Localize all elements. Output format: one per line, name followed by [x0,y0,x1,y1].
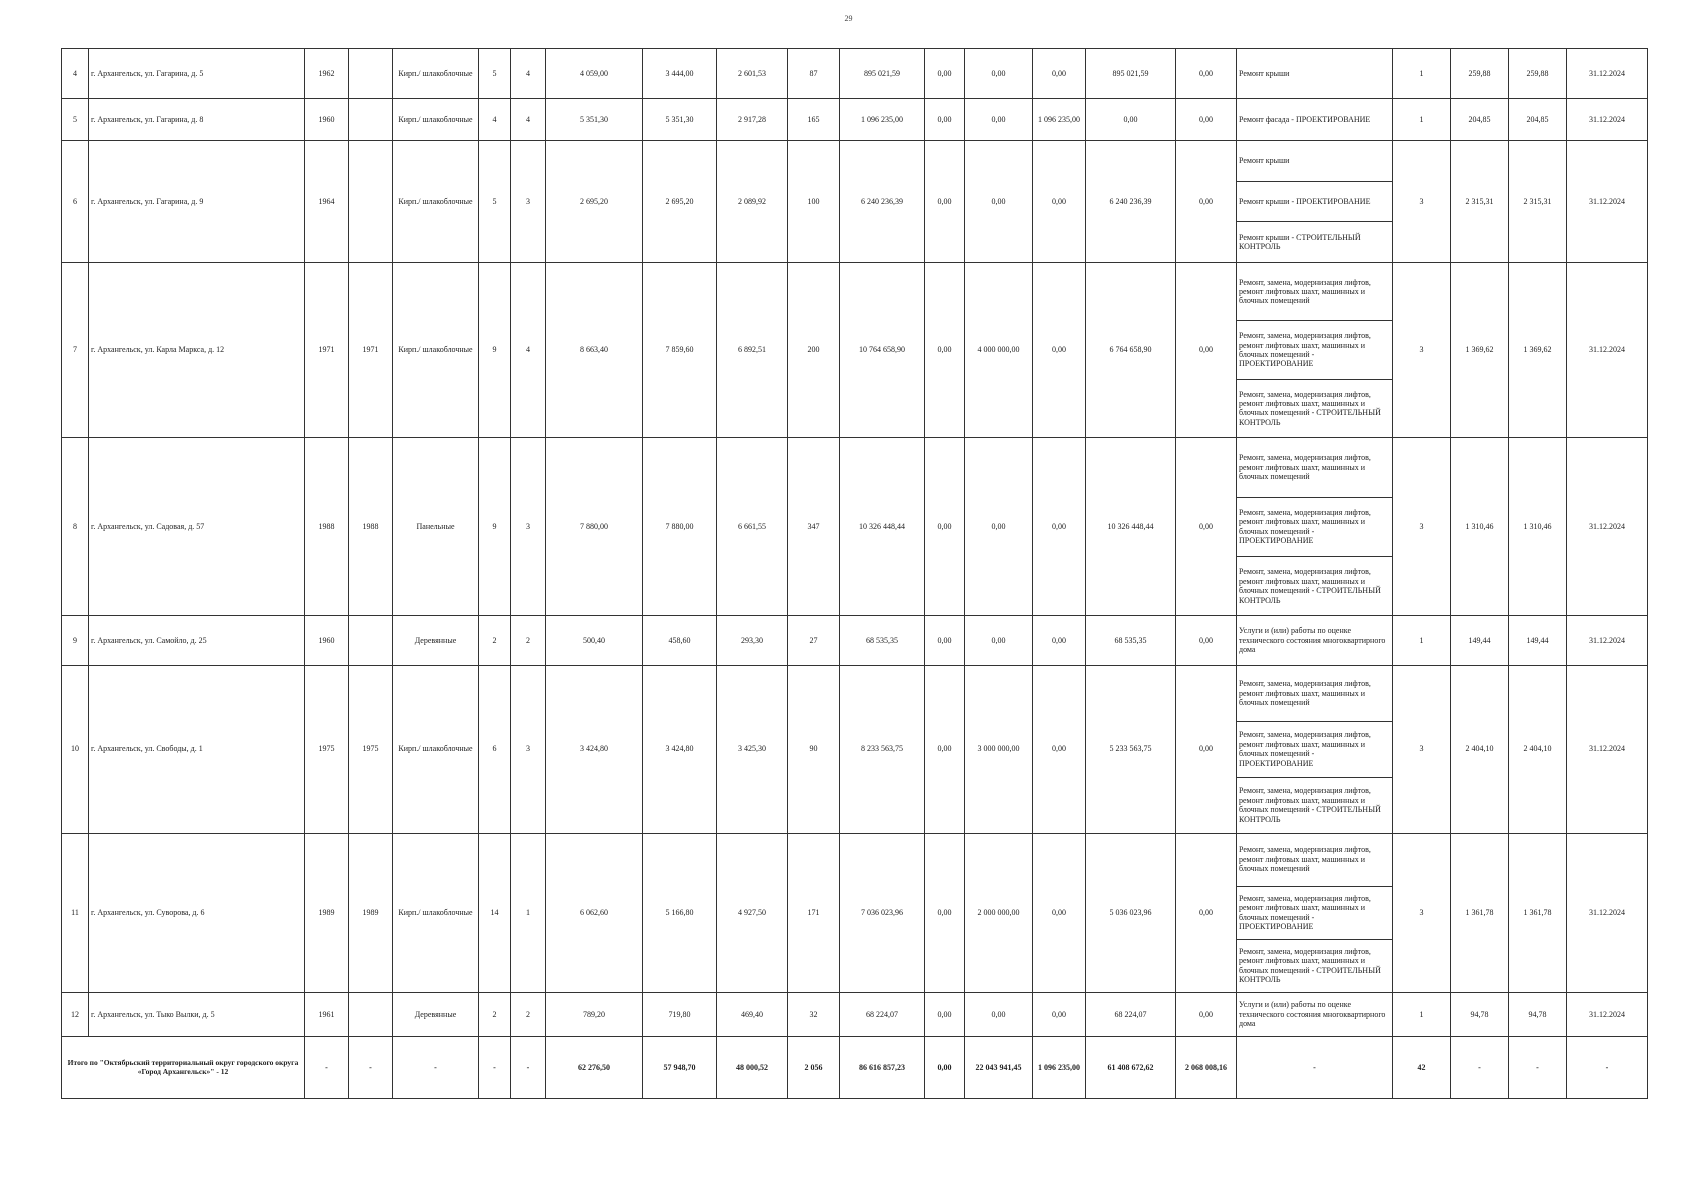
total-row [62,1037,1648,1099]
total-work-count: 42 [1393,1037,1451,1099]
max-specific-cost: 149,44 [1509,616,1567,665]
fund-federal: 0,00 [925,616,965,665]
specific-cost: 2 404,10 [1451,665,1509,833]
fund-other: 0,00 [1176,993,1237,1037]
row-number: 7 [62,262,89,437]
work-type: Ремонт крыши [1239,68,1290,78]
wall-material: Кирп./ шлакоблочные [393,665,479,833]
house-address: г. Архангельск, ул. Садовая, д. 57 [89,438,305,616]
year-built: 1964 [305,141,349,263]
year-built: 1960 [305,616,349,665]
total-repair-cost: 86 616 857,23 [840,1037,925,1099]
floors: 2 [479,616,511,665]
work-count: 3 [1393,833,1451,992]
fund-owners: 68 224,07 [1086,993,1176,1037]
residential-area: 3 425,30 [717,665,788,833]
repair-cost: 895 021,59 [840,49,925,99]
residential-area: 293,30 [717,616,788,665]
max-specific-cost: 204,85 [1509,99,1567,141]
work-type: Ремонт фасада - ПРОЕКТИРОВАНИЕ [1239,115,1371,125]
wall-material: Панельные [393,438,479,616]
row-number: 12 [62,993,89,1037]
fund-regional: 0,00 [965,99,1033,141]
work-types-cell [1237,833,1393,992]
fund-regional: 0,00 [965,616,1033,665]
wall-material: Деревянные [393,993,479,1037]
house-address: г. Архангельск, ул. Свободы, д. 1 [89,665,305,833]
work-type: Ремонт, замена, модернизация лифтов, ремонт лифтовых шахт, машинных и блочных помещений - СТРОИТЕЛЬНЫЙ КОНТРОЛЬ [1237,939,1392,992]
work-type: Услуги и (или) работы по оценке технического состояния многоквартирного дома [1239,1000,1386,1029]
total-fund-municipal: 1 096 235,00 [1033,1037,1086,1099]
work-types-cell [1237,49,1393,99]
fund-federal: 0,00 [925,833,965,992]
fund-regional: 0,00 [965,438,1033,616]
work-type: Ремонт крыши - СТРОИТЕЛЬНЫЙ КОНТРОЛЬ [1237,221,1392,262]
page-number: 29 [844,14,853,23]
max-specific-cost: 1 361,78 [1509,833,1567,992]
year-built: 1988 [305,438,349,616]
work-types-cell [1237,141,1393,263]
year-commissioning [349,993,393,1037]
fund-owners: 895 021,59 [1086,49,1176,99]
premises-area: 3 444,00 [643,49,717,99]
specific-cost: 149,44 [1451,616,1509,665]
fund-federal: 0,00 [925,49,965,99]
residential-area: 469,40 [717,993,788,1037]
max-specific-cost: 259,88 [1509,49,1567,99]
residents-count: 32 [788,993,840,1037]
fund-owners: 6 764 658,90 [1086,262,1176,437]
specific-cost: 1 310,46 [1451,438,1509,616]
fund-municipal: 0,00 [1033,665,1086,833]
year-built: 1971 [305,262,349,437]
completion-date: 31.12.2024 [1567,616,1648,665]
fund-regional: 0,00 [965,993,1033,1037]
row-number: 4 [62,49,89,99]
repair-cost: 10 326 448,44 [840,438,925,616]
total-premises-area: 57 948,70 [643,1037,717,1099]
repair-cost: 68 535,35 [840,616,925,665]
year-built: 1989 [305,833,349,992]
wall-material: Кирп./ шлакоблочные [393,141,479,263]
floors: 4 [479,99,511,141]
year-commissioning [349,616,393,665]
house-address: г. Архангельск, ул. Карла Маркса, д. 12 [89,262,305,437]
work-type: Ремонт, замена, модернизация лифтов, ремонт лифтовых шахт, машинных и блочных помещений - ПРОЕКТИРОВАНИЕ [1237,320,1392,378]
work-types-cell [1237,665,1393,833]
wall-material: Кирп./ шлакоблочные [393,833,479,992]
fund-municipal: 0,00 [1033,49,1086,99]
total-total-area: 62 276,50 [546,1037,643,1099]
work-type: Ремонт, замена, модернизация лифтов, ремонт лифтовых шахт, машинных и блочных помещений - ПРОЕКТИРОВАНИЕ [1237,497,1392,556]
total-area: 4 059,00 [546,49,643,99]
completion-date: 31.12.2024 [1567,49,1648,99]
total-area: 7 880,00 [546,438,643,616]
work-count: 3 [1393,438,1451,616]
fund-owners: 68 535,35 [1086,616,1176,665]
total-fund-regional: 22 043 941,45 [965,1037,1033,1099]
completion-date: 31.12.2024 [1567,141,1648,263]
row-number: 8 [62,438,89,616]
residents-count: 347 [788,438,840,616]
row-number: 5 [62,99,89,141]
residential-area: 4 927,50 [717,833,788,992]
entrances: 3 [511,141,546,263]
total-fund-owners: 61 408 672,62 [1086,1037,1176,1099]
fund-regional: 0,00 [965,49,1033,99]
year-built: 1960 [305,99,349,141]
entrances: 2 [511,616,546,665]
work-type: Ремонт крыши [1239,156,1290,166]
residential-area: 6 661,55 [717,438,788,616]
total-area: 3 424,80 [546,665,643,833]
work-types-cell [1237,438,1393,616]
total-fund-other: 2 068 008,16 [1176,1037,1237,1099]
completion-date: 31.12.2024 [1567,99,1648,141]
fund-other: 0,00 [1176,438,1237,616]
fund-federal: 0,00 [925,438,965,616]
fund-municipal: 0,00 [1033,616,1086,665]
house-address: г. Архангельск, ул. Гагарина, д. 5 [89,49,305,99]
max-specific-cost: 2 404,10 [1509,665,1567,833]
work-type: Ремонт крыши - ПРОЕКТИРОВАНИЕ [1237,181,1392,222]
fund-owners: 5 233 563,75 [1086,665,1176,833]
house-address: г. Архангельск, ул. Гагарина, д. 9 [89,141,305,263]
repair-cost: 7 036 023,96 [840,833,925,992]
total-residents-count: 2 056 [788,1037,840,1099]
table-row [62,262,1648,437]
total-year-commissioning: - [349,1037,393,1099]
floors: 6 [479,665,511,833]
work-types-cell [1237,99,1393,141]
year-commissioning [349,99,393,141]
repair-cost: 6 240 236,39 [840,141,925,263]
total-area: 789,20 [546,993,643,1037]
entrances: 4 [511,262,546,437]
total-floors: - [479,1037,511,1099]
year-commissioning: 1975 [349,665,393,833]
fund-owners: 5 036 023,96 [1086,833,1176,992]
total-residential-area: 48 000,52 [717,1037,788,1099]
fund-municipal: 0,00 [1033,993,1086,1037]
house-address: г. Архангельск, ул. Гагарина, д. 8 [89,99,305,141]
premises-area: 5 351,30 [643,99,717,141]
work-count: 3 [1393,665,1451,833]
fund-federal: 0,00 [925,141,965,263]
table-row [62,665,1648,833]
total-area: 2 695,20 [546,141,643,263]
table-row [62,833,1648,992]
table-row [62,49,1648,99]
residential-area: 2 089,92 [717,141,788,263]
repair-cost: 8 233 563,75 [840,665,925,833]
fund-owners: 10 326 448,44 [1086,438,1176,616]
fund-federal: 0,00 [925,993,965,1037]
work-types-cell [1237,262,1393,437]
fund-federal: 0,00 [925,99,965,141]
residents-count: 100 [788,141,840,263]
total-completion-date: - [1567,1037,1648,1099]
year-built: 1975 [305,665,349,833]
wall-material: Кирп./ шлакоблочные [393,49,479,99]
fund-municipal: 1 096 235,00 [1033,99,1086,141]
fund-municipal: 0,00 [1033,833,1086,992]
completion-date: 31.12.2024 [1567,833,1648,992]
total-area: 5 351,30 [546,99,643,141]
entrances: 4 [511,99,546,141]
floors: 5 [479,141,511,263]
repair-cost: 68 224,07 [840,993,925,1037]
residents-count: 87 [788,49,840,99]
fund-other: 0,00 [1176,833,1237,992]
fund-municipal: 0,00 [1033,141,1086,263]
total-specific-cost: - [1451,1037,1509,1099]
fund-federal: 0,00 [925,262,965,437]
work-count: 1 [1393,99,1451,141]
specific-cost: 94,78 [1451,993,1509,1037]
wall-material: Деревянные [393,616,479,665]
fund-other: 0,00 [1176,99,1237,141]
fund-municipal: 0,00 [1033,438,1086,616]
house-address: г. Архангельск, ул. Тыко Вылки, д. 5 [89,993,305,1037]
work-count: 3 [1393,262,1451,437]
row-number: 9 [62,616,89,665]
row-number: 6 [62,141,89,263]
entrances: 2 [511,993,546,1037]
wall-material: Кирп./ шлакоблочные [393,262,479,437]
year-built: 1961 [305,993,349,1037]
year-built: 1962 [305,49,349,99]
premises-area: 719,80 [643,993,717,1037]
work-type: Ремонт, замена, модернизация лифтов, ремонт лифтовых шахт, машинных и блочных помещений - ПРОЕКТИРОВАНИЕ [1237,721,1392,777]
fund-regional: 3 000 000,00 [965,665,1033,833]
table-row [62,993,1648,1037]
specific-cost: 204,85 [1451,99,1509,141]
work-count: 1 [1393,49,1451,99]
work-type: Ремонт, замена, модернизация лифтов, ремонт лифтовых шахт, машинных и блочных помещений - ПРОЕКТИРОВАНИЕ [1237,886,1392,939]
premises-area: 7 859,60 [643,262,717,437]
total-label: Итого по "Октябрьский территориальный округ городского округа «Город Архангельск»" - 12 [62,1037,305,1099]
entrances: 3 [511,438,546,616]
residents-count: 27 [788,616,840,665]
residents-count: 200 [788,262,840,437]
repair-cost: 10 764 658,90 [840,262,925,437]
year-commissioning [349,141,393,263]
premises-area: 458,60 [643,616,717,665]
repair-register-table [61,48,1648,1099]
work-type: Ремонт, замена, модернизация лифтов, ремонт лифтовых шахт, машинных и блочных помещений - СТРОИТЕЛЬНЫЙ КОНТРОЛЬ [1237,379,1392,437]
work-type: Ремонт, замена, модернизация лифтов, ремонт лифтовых шахт, машинных и блочных помещений - СТРОИТЕЛЬНЫЙ КОНТРОЛЬ [1237,556,1392,615]
fund-municipal: 0,00 [1033,262,1086,437]
house-address: г. Архангельск, ул. Суворова, д. 6 [89,833,305,992]
work-count: 1 [1393,993,1451,1037]
residents-count: 90 [788,665,840,833]
fund-owners: 6 240 236,39 [1086,141,1176,263]
residents-count: 165 [788,99,840,141]
fund-other: 0,00 [1176,49,1237,99]
repair-cost: 1 096 235,00 [840,99,925,141]
entrances: 1 [511,833,546,992]
work-type: Ремонт, замена, модернизация лифтов, ремонт лифтовых шахт, машинных и блочных помещений [1239,845,1371,874]
table-row [62,438,1648,616]
work-count: 1 [1393,616,1451,665]
completion-date: 31.12.2024 [1567,438,1648,616]
total-entrances: - [511,1037,546,1099]
max-specific-cost: 2 315,31 [1509,141,1567,263]
work-type: Ремонт, замена, модернизация лифтов, ремонт лифтовых шахт, машинных и блочных помещений - СТРОИТЕЛЬНЫЙ КОНТРОЛЬ [1237,777,1392,833]
specific-cost: 1 361,78 [1451,833,1509,992]
work-types-cell [1237,993,1393,1037]
premises-area: 5 166,80 [643,833,717,992]
table-row [62,141,1648,263]
residential-area: 2 917,28 [717,99,788,141]
specific-cost: 1 369,62 [1451,262,1509,437]
fund-owners: 0,00 [1086,99,1176,141]
completion-date: 31.12.2024 [1567,262,1648,437]
max-specific-cost: 1 369,62 [1509,262,1567,437]
year-commissioning: 1971 [349,262,393,437]
fund-other: 0,00 [1176,141,1237,263]
floors: 14 [479,833,511,992]
table-row [62,99,1648,141]
total-area: 6 062,60 [546,833,643,992]
work-type: Ремонт, замена, модернизация лифтов, ремонт лифтовых шахт, машинных и блочных помещений [1239,679,1371,707]
entrances: 4 [511,49,546,99]
residents-count: 171 [788,833,840,992]
completion-date: 31.12.2024 [1567,993,1648,1037]
fund-regional: 0,00 [965,141,1033,263]
fund-federal: 0,00 [925,665,965,833]
house-address: г. Архангельск, ул. Самойло, д. 25 [89,616,305,665]
floors: 9 [479,262,511,437]
premises-area: 3 424,80 [643,665,717,833]
year-commissioning [349,49,393,99]
table-row [62,616,1648,665]
work-count: 3 [1393,141,1451,263]
max-specific-cost: 94,78 [1509,993,1567,1037]
work-type: Услуги и (или) работы по оценке технического состояния многоквартирного дома [1239,626,1386,655]
total-work-types: - [1237,1037,1393,1099]
floors: 9 [479,438,511,616]
total-area: 8 663,40 [546,262,643,437]
total-wall-material: - [393,1037,479,1099]
year-commissioning: 1988 [349,438,393,616]
wall-material: Кирп./ шлакоблочные [393,99,479,141]
premises-area: 2 695,20 [643,141,717,263]
total-area: 500,40 [546,616,643,665]
max-specific-cost: 1 310,46 [1509,438,1567,616]
specific-cost: 2 315,31 [1451,141,1509,263]
fund-other: 0,00 [1176,262,1237,437]
year-commissioning: 1989 [349,833,393,992]
floors: 5 [479,49,511,99]
work-type: Ремонт, замена, модернизация лифтов, ремонт лифтовых шахт, машинных и блочных помещений [1239,277,1371,306]
floors: 2 [479,993,511,1037]
residential-area: 2 601,53 [717,49,788,99]
total-max-specific-cost: - [1509,1037,1567,1099]
work-types-cell [1237,616,1393,665]
premises-area: 7 880,00 [643,438,717,616]
entrances: 3 [511,665,546,833]
fund-other: 0,00 [1176,616,1237,665]
work-type: Ремонт, замена, модернизация лифтов, ремонт лифтовых шахт, машинных и блочных помещений [1239,453,1371,482]
completion-date: 31.12.2024 [1567,665,1648,833]
fund-regional: 4 000 000,00 [965,262,1033,437]
total-fund-federal: 0,00 [925,1037,965,1099]
row-number: 10 [62,665,89,833]
fund-regional: 2 000 000,00 [965,833,1033,992]
residential-area: 6 892,51 [717,262,788,437]
row-number: 11 [62,833,89,992]
specific-cost: 259,88 [1451,49,1509,99]
fund-other: 0,00 [1176,665,1237,833]
total-year-built: - [305,1037,349,1099]
